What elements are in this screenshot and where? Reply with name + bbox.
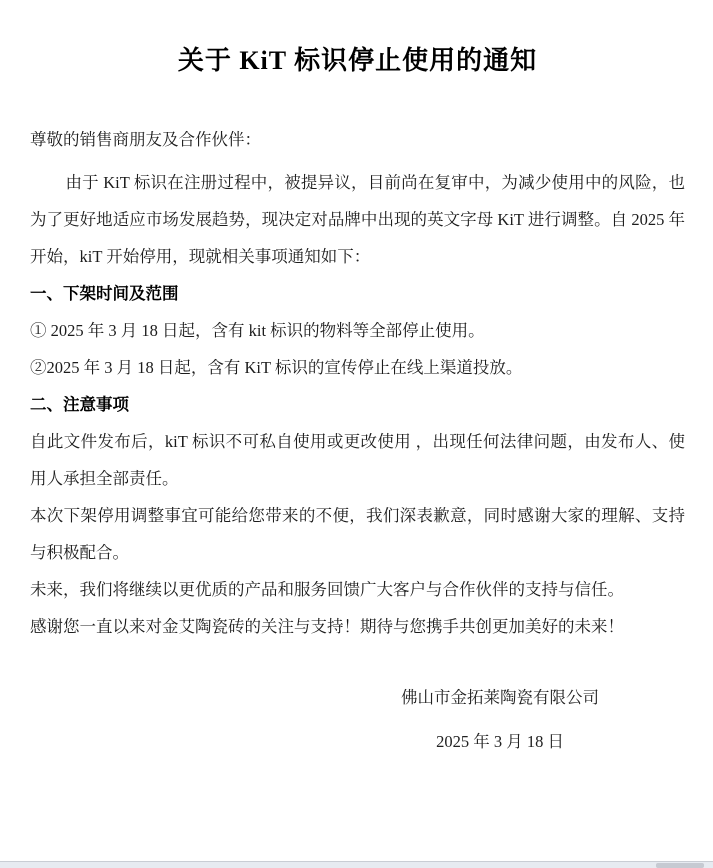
document-title: 关于 KiT 标识停止使用的通知	[177, 46, 538, 75]
notice-paragraph-future: 未来，我们将继续以更优质的产品和服务回馈广大客户与合作伙伴的支持与信任。	[30, 580, 624, 599]
salutation-line: 尊敬的销售商朋友及合作伙伴：	[30, 130, 261, 149]
horizontal-scrollbar-thumb[interactable]	[656, 863, 704, 868]
signature-date: 2025 年 3 月 18 日	[436, 732, 564, 751]
notice-paragraph-liability: 自此文件发布后，kiT 标识不可私自使用或更改使用 ，出现任何法律问题，由发布人、使用人承担全部责任。	[30, 432, 685, 488]
horizontal-scrollbar[interactable]	[0, 861, 713, 868]
signature-company-name: 佛山市金拓莱陶瓷有限公司	[401, 688, 599, 707]
section1-item-2: ②2025 年 3 月 18 日起，含有 KiT 标识的宣传停止在线上渠道投放。	[30, 358, 523, 377]
section1-heading: 一、下架时间及范围	[30, 284, 179, 303]
notice-paragraph-thanks: 感谢您一直以来对金艾陶瓷砖的关注与支持！期待与您携手共创更加美好的未来！	[30, 617, 624, 636]
intro-paragraph: 由于 KiT 标识在注册过程中，被提异议，目前尚在复审中，为减少使用中的风险，也为了更好地适应市场发展趋势，现决定对品牌中出现的英文字母 KiT 进行调整。自 2025 年开始，kiT 开始停用，现就相关事项通知如下：	[30, 173, 685, 266]
signature-block	[30, 683, 685, 757]
section2-heading: 二、注意事项	[30, 395, 129, 414]
notice-paragraph-apology: 本次下架停用调整事宜可能给您带来的不便，我们深表歉意，同时感谢大家的理解、支持与积极配合。	[30, 506, 685, 562]
section1-item-1: ① 2025 年 3 月 18 日起，含有 kit 标识的物料等全部停止使用。	[30, 321, 485, 340]
